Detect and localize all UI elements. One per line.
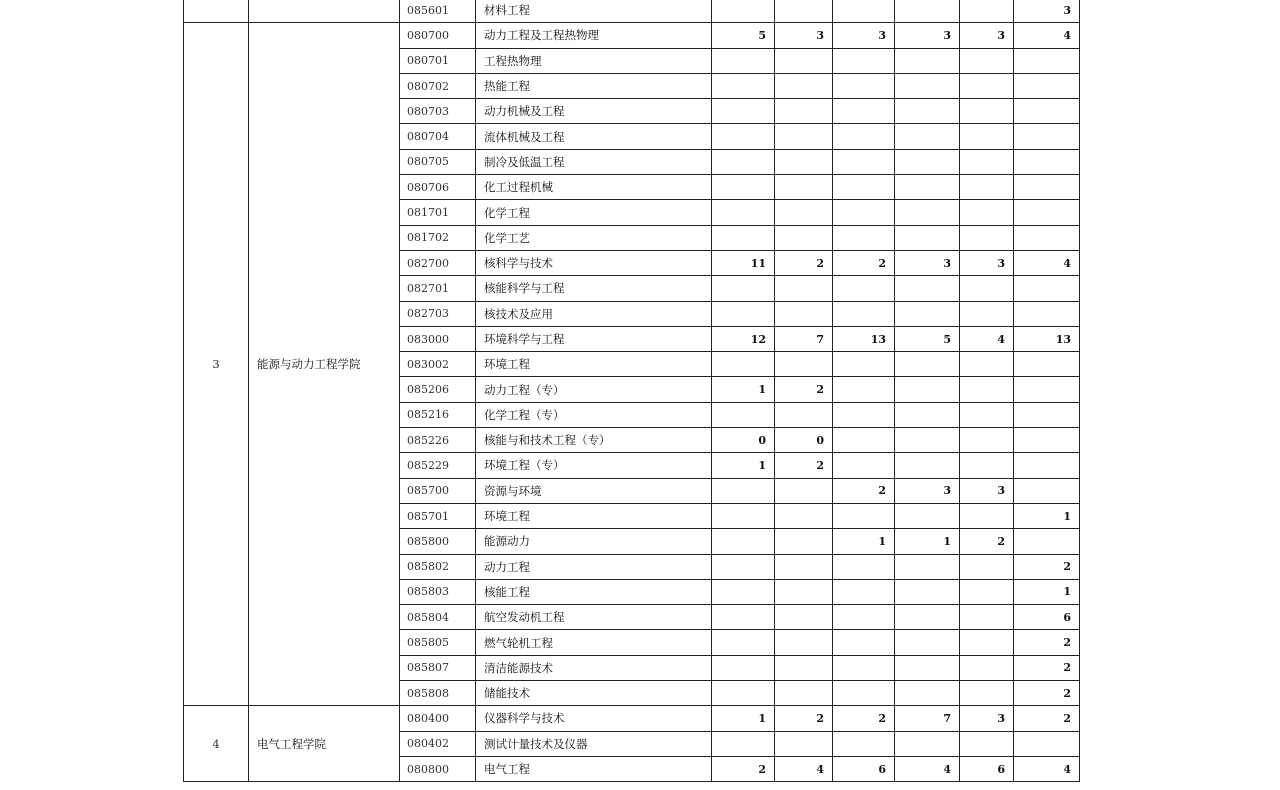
value-cell [895,605,960,630]
value-cell: 2 [1014,554,1080,579]
value-cell: 5 [895,326,960,351]
value-cell [960,630,1014,655]
value-cell [1014,731,1080,756]
major-name-cell: 热能工程 [476,73,712,98]
value-cell: 3 [833,23,895,48]
value-cell [895,352,960,377]
value-cell [712,48,775,73]
major-code-cell: 080704 [400,124,476,149]
value-cell [895,124,960,149]
major-code-cell: 080702 [400,73,476,98]
value-cell [712,149,775,174]
value-cell [775,149,833,174]
value-cell [712,630,775,655]
value-cell: 3 [960,250,1014,275]
value-cell: 2 [775,453,833,478]
value-cell [833,352,895,377]
major-name-cell: 核能与和技术工程（专） [476,428,712,453]
value-cell [895,149,960,174]
major-code-cell: 083002 [400,352,476,377]
major-name-cell: 航空发动机工程 [476,605,712,630]
major-name-cell: 动力工程（专） [476,377,712,402]
value-cell [960,301,1014,326]
major-code-cell: 085804 [400,605,476,630]
value-cell [833,276,895,301]
major-name-cell: 核能工程 [476,579,712,604]
major-code-cell: 080703 [400,99,476,124]
value-cell [775,503,833,528]
value-cell: 1 [712,706,775,731]
value-cell: 7 [895,706,960,731]
value-cell [895,428,960,453]
major-code-cell: 082700 [400,250,476,275]
value-cell: 2 [1014,630,1080,655]
major-code-cell: 080400 [400,706,476,731]
value-cell [712,276,775,301]
value-cell [775,0,833,23]
value-cell: 2 [1014,706,1080,731]
value-cell [960,579,1014,604]
value-cell [895,681,960,706]
value-cell: 2 [833,706,895,731]
value-cell [712,579,775,604]
value-cell [712,655,775,680]
value-cell [712,225,775,250]
value-cell [712,200,775,225]
major-name-cell: 工程热物理 [476,48,712,73]
value-cell [960,503,1014,528]
major-code-cell: 085601 [400,0,476,23]
major-name-cell: 化学工程（专） [476,402,712,427]
value-cell [960,200,1014,225]
value-cell [833,301,895,326]
value-cell [1014,73,1080,98]
value-cell [895,276,960,301]
value-cell [833,124,895,149]
college-index-cell: 4 [184,706,249,782]
value-cell [960,681,1014,706]
major-code-cell: 080800 [400,756,476,781]
value-cell [1014,99,1080,124]
value-cell: 2 [775,377,833,402]
table-body [184,0,1080,782]
value-cell [1014,377,1080,402]
value-cell [960,655,1014,680]
value-cell: 2 [775,706,833,731]
college-index-cell [184,0,249,23]
value-cell [833,554,895,579]
major-code-cell: 085229 [400,453,476,478]
value-cell: 3 [895,23,960,48]
major-code-cell: 085700 [400,478,476,503]
value-cell [833,73,895,98]
value-cell [895,731,960,756]
major-code-cell: 082703 [400,301,476,326]
value-cell [775,478,833,503]
major-name-cell: 动力工程及工程热物理 [476,23,712,48]
value-cell [833,630,895,655]
value-cell [775,301,833,326]
value-cell [1014,402,1080,427]
major-code-cell: 080701 [400,48,476,73]
major-name-cell: 环境工程 [476,352,712,377]
major-code-cell: 085800 [400,529,476,554]
major-name-cell: 核能科学与工程 [476,276,712,301]
value-cell [1014,352,1080,377]
value-cell [895,73,960,98]
value-cell [775,225,833,250]
major-code-cell: 083000 [400,326,476,351]
value-cell [775,655,833,680]
value-cell: 4 [960,326,1014,351]
value-cell: 4 [895,756,960,781]
value-cell [960,731,1014,756]
value-cell [960,175,1014,200]
value-cell [895,630,960,655]
major-code-cell: 085803 [400,579,476,604]
value-cell [960,276,1014,301]
major-name-cell: 化学工艺 [476,225,712,250]
value-cell [1014,301,1080,326]
value-cell [712,175,775,200]
major-name-cell: 环境工程（专） [476,453,712,478]
value-cell [712,0,775,23]
value-cell [960,377,1014,402]
value-cell: 13 [833,326,895,351]
value-cell [895,48,960,73]
value-cell: 3 [960,478,1014,503]
value-cell [833,48,895,73]
value-cell: 0 [775,428,833,453]
table-row [184,706,1080,731]
major-name-cell: 清洁能源技术 [476,655,712,680]
value-cell: 2 [1014,655,1080,680]
value-cell: 1 [1014,503,1080,528]
value-cell [895,175,960,200]
value-cell [775,124,833,149]
major-code-cell: 085206 [400,377,476,402]
value-cell [712,605,775,630]
value-cell [712,99,775,124]
value-cell: 3 [895,478,960,503]
value-cell: 11 [712,250,775,275]
value-cell [833,377,895,402]
major-code-cell: 085216 [400,402,476,427]
value-cell: 5 [712,23,775,48]
value-cell [895,200,960,225]
value-cell [833,605,895,630]
value-cell [775,402,833,427]
value-cell [833,503,895,528]
value-cell [833,681,895,706]
value-cell: 7 [775,326,833,351]
major-name-cell: 化工过程机械 [476,175,712,200]
major-name-cell: 环境工程 [476,503,712,528]
value-cell: 1 [712,377,775,402]
value-cell [712,301,775,326]
value-cell: 12 [712,326,775,351]
value-cell [775,276,833,301]
major-code-cell: 082701 [400,276,476,301]
value-cell [960,428,1014,453]
value-cell [895,579,960,604]
value-cell: 4 [1014,756,1080,781]
value-cell [960,124,1014,149]
value-cell: 1 [1014,579,1080,604]
value-cell [775,630,833,655]
major-code-cell: 085701 [400,503,476,528]
major-name-cell: 电气工程 [476,756,712,781]
value-cell [895,402,960,427]
major-name-cell: 流体机械及工程 [476,124,712,149]
major-name-cell: 化学工程 [476,200,712,225]
value-cell [1014,478,1080,503]
major-name-cell: 燃气轮机工程 [476,630,712,655]
value-cell [775,605,833,630]
value-cell [775,681,833,706]
major-code-cell: 080402 [400,731,476,756]
value-cell [895,225,960,250]
value-cell [775,731,833,756]
value-cell: 2 [775,250,833,275]
major-name-cell: 动力工程 [476,554,712,579]
major-code-cell: 085805 [400,630,476,655]
value-cell [833,175,895,200]
major-name-cell: 能源动力 [476,529,712,554]
value-cell [1014,276,1080,301]
value-cell [960,402,1014,427]
value-cell [960,225,1014,250]
major-code-cell: 081701 [400,200,476,225]
value-cell [775,99,833,124]
major-name-cell: 测试计量技术及仪器 [476,731,712,756]
value-cell [833,225,895,250]
major-code-cell: 080706 [400,175,476,200]
value-cell: 3 [1014,0,1080,23]
value-cell [712,529,775,554]
value-cell: 2 [712,756,775,781]
value-cell [833,579,895,604]
value-cell [895,377,960,402]
value-cell: 1 [895,529,960,554]
value-cell [833,655,895,680]
value-cell [775,554,833,579]
value-cell: 6 [960,756,1014,781]
college-name-cell: 能源与动力工程学院 [249,23,400,706]
major-name-cell: 核科学与技术 [476,250,712,275]
major-name-cell: 材料工程 [476,0,712,23]
value-cell [895,554,960,579]
value-cell: 3 [960,23,1014,48]
major-name-cell: 制冷及低温工程 [476,149,712,174]
value-cell [960,99,1014,124]
value-cell [775,352,833,377]
value-cell [895,453,960,478]
major-code-cell: 081702 [400,225,476,250]
value-cell: 4 [1014,23,1080,48]
value-cell [960,554,1014,579]
value-cell: 2 [833,250,895,275]
major-code-cell: 080700 [400,23,476,48]
value-cell: 4 [775,756,833,781]
value-cell [712,478,775,503]
value-cell [960,605,1014,630]
major-name-cell: 核技术及应用 [476,301,712,326]
value-cell [895,655,960,680]
value-cell [712,124,775,149]
value-cell [960,352,1014,377]
value-cell [833,731,895,756]
major-code-cell: 080705 [400,149,476,174]
value-cell [833,402,895,427]
value-cell [1014,149,1080,174]
value-cell [960,48,1014,73]
value-cell [775,73,833,98]
value-cell [833,0,895,23]
value-cell [1014,225,1080,250]
value-cell: 3 [960,706,1014,731]
value-cell [1014,124,1080,149]
value-cell [775,529,833,554]
value-cell: 0 [712,428,775,453]
value-cell [895,0,960,23]
value-cell: 2 [833,478,895,503]
value-cell [833,149,895,174]
value-cell [960,0,1014,23]
major-name-cell: 储能技术 [476,681,712,706]
value-cell [712,503,775,528]
major-name-cell: 资源与环境 [476,478,712,503]
value-cell: 6 [1014,605,1080,630]
value-cell [960,453,1014,478]
college-name-cell: 电气工程学院 [249,706,400,782]
value-cell: 6 [833,756,895,781]
value-cell: 1 [833,529,895,554]
value-cell: 3 [895,250,960,275]
value-cell: 3 [775,23,833,48]
value-cell [712,352,775,377]
value-cell [895,503,960,528]
value-cell [1014,453,1080,478]
value-cell [833,428,895,453]
value-cell [775,200,833,225]
value-cell [895,99,960,124]
value-cell [833,453,895,478]
college-index-cell: 3 [184,23,249,706]
major-name-cell: 环境科学与工程 [476,326,712,351]
value-cell [1014,200,1080,225]
value-cell [1014,529,1080,554]
value-cell [1014,175,1080,200]
value-cell [1014,428,1080,453]
table-row [184,0,1080,23]
value-cell: 2 [1014,681,1080,706]
value-cell [833,99,895,124]
value-cell [712,73,775,98]
college-name-cell [249,0,400,23]
major-name-cell: 动力机械及工程 [476,99,712,124]
value-cell [895,301,960,326]
value-cell: 13 [1014,326,1080,351]
value-cell [775,48,833,73]
enrollment-table [183,0,1080,782]
major-code-cell: 085808 [400,681,476,706]
value-cell [960,149,1014,174]
value-cell: 2 [960,529,1014,554]
table-row [184,23,1080,48]
value-cell [960,73,1014,98]
value-cell [712,731,775,756]
value-cell [712,681,775,706]
major-name-cell: 仪器科学与技术 [476,706,712,731]
major-code-cell: 085226 [400,428,476,453]
value-cell: 1 [712,453,775,478]
value-cell [775,579,833,604]
value-cell [1014,48,1080,73]
major-code-cell: 085807 [400,655,476,680]
value-cell [712,402,775,427]
value-cell [712,554,775,579]
value-cell: 4 [1014,250,1080,275]
value-cell [833,200,895,225]
major-code-cell: 085802 [400,554,476,579]
value-cell [775,175,833,200]
